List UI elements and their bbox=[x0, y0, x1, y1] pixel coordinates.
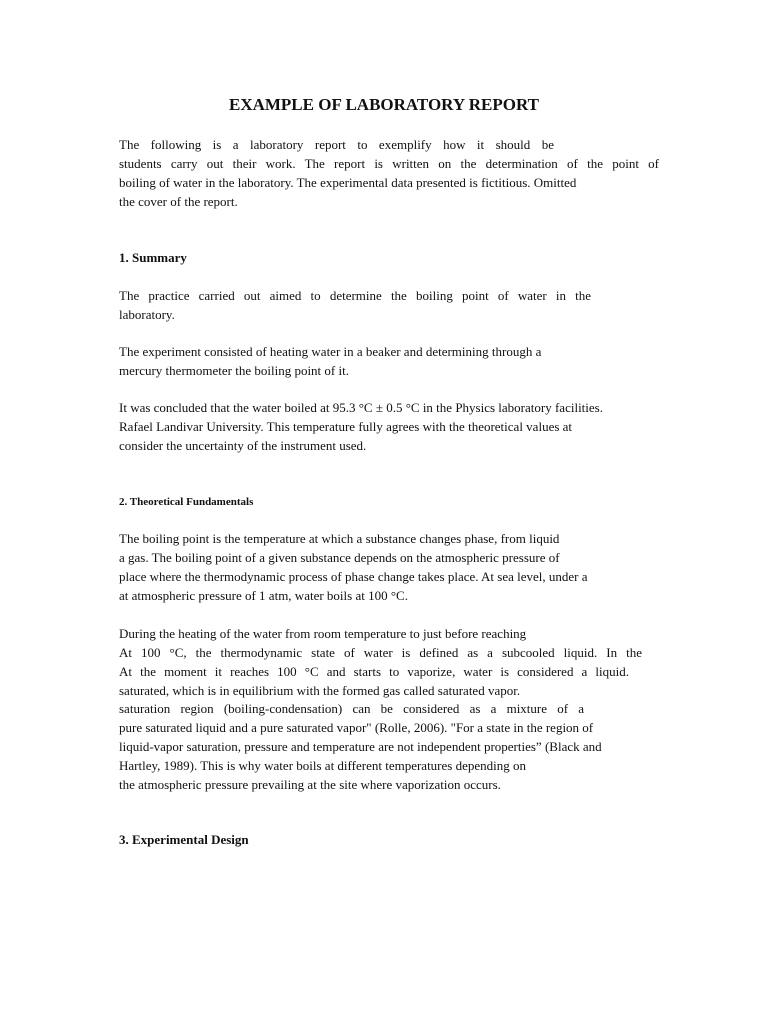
summary-line: It was concluded that the water boiled at 95.3 °C ± 0.5 °C in the Physics laboratory facilities. bbox=[119, 400, 603, 415]
section-heading-summary: 1. Summary bbox=[119, 250, 187, 265]
section-heading-fundamentals: 2. Theoretical Fundamentals bbox=[119, 496, 254, 508]
fundamentals-line: At 100 °C, the thermodynamic state of water is defined as a subcooled liquid. In the bbox=[119, 645, 642, 660]
summary-line: consider the uncertainty of the instrument used. bbox=[119, 438, 367, 453]
summary-line: laboratory. bbox=[119, 307, 175, 322]
fundamentals-line: a gas. The boiling point of a given substance depends on the atmospheric pressure of bbox=[119, 550, 560, 565]
summary-line: Rafael Landivar University. This temperature fully agrees with the theoretical values at bbox=[119, 419, 573, 434]
fundamentals-line: liquid-vapor saturation, pressure and temperature are not independent properties” (Black and bbox=[119, 739, 602, 754]
intro-line: students carry out their work. The report is written on the determination of the point of bbox=[119, 156, 659, 171]
fundamentals-line: Hartley, 1989). This is why water boils at different temperatures depending on bbox=[119, 758, 526, 773]
fundamentals-line: place where the thermodynamic process of phase change takes place. At sea level, under a bbox=[119, 569, 588, 584]
fundamentals-line: The boiling point is the temperature at which a substance changes phase, from liquid bbox=[119, 531, 560, 546]
fundamentals-line: During the heating of the water from room temperature to just before reaching bbox=[119, 626, 527, 641]
fundamentals-line: saturation region (boiling-condensation) can be considered as a mixture of a bbox=[119, 701, 584, 716]
summary-line: The practice carried out aimed to determine the boiling point of water in the bbox=[119, 288, 591, 303]
intro-line: boiling of water in the laboratory. The experimental data presented is fictitious. Omitted bbox=[119, 175, 577, 190]
fundamentals-line: saturated, which is in equilibrium with the formed gas called saturated vapor. bbox=[119, 683, 521, 698]
fundamentals-line: at atmospheric pressure of 1 atm, water boils at 100 °C. bbox=[119, 588, 408, 603]
fundamentals-line: pure saturated liquid and a pure saturated vapor" (Rolle, 2006). "For a state in the region of bbox=[119, 720, 594, 735]
fundamentals-line: the atmospheric pressure prevailing at the site where vaporization occurs. bbox=[119, 777, 501, 792]
intro-line: the cover of the report. bbox=[119, 194, 238, 209]
document-title: EXAMPLE OF LABORATORY REPORT bbox=[228, 95, 540, 114]
section-heading-design: 3. Experimental Design bbox=[119, 832, 249, 847]
summary-line: mercury thermometer the boiling point of it. bbox=[119, 363, 349, 378]
summary-line: The experiment consisted of heating water in a beaker and determining through a bbox=[119, 344, 542, 359]
fundamentals-line: At the moment it reaches 100 °C and starts to vaporize, water is considered a liquid. bbox=[119, 664, 629, 679]
intro-line: The following is a laboratory report to exemplify how it should be bbox=[119, 137, 554, 152]
